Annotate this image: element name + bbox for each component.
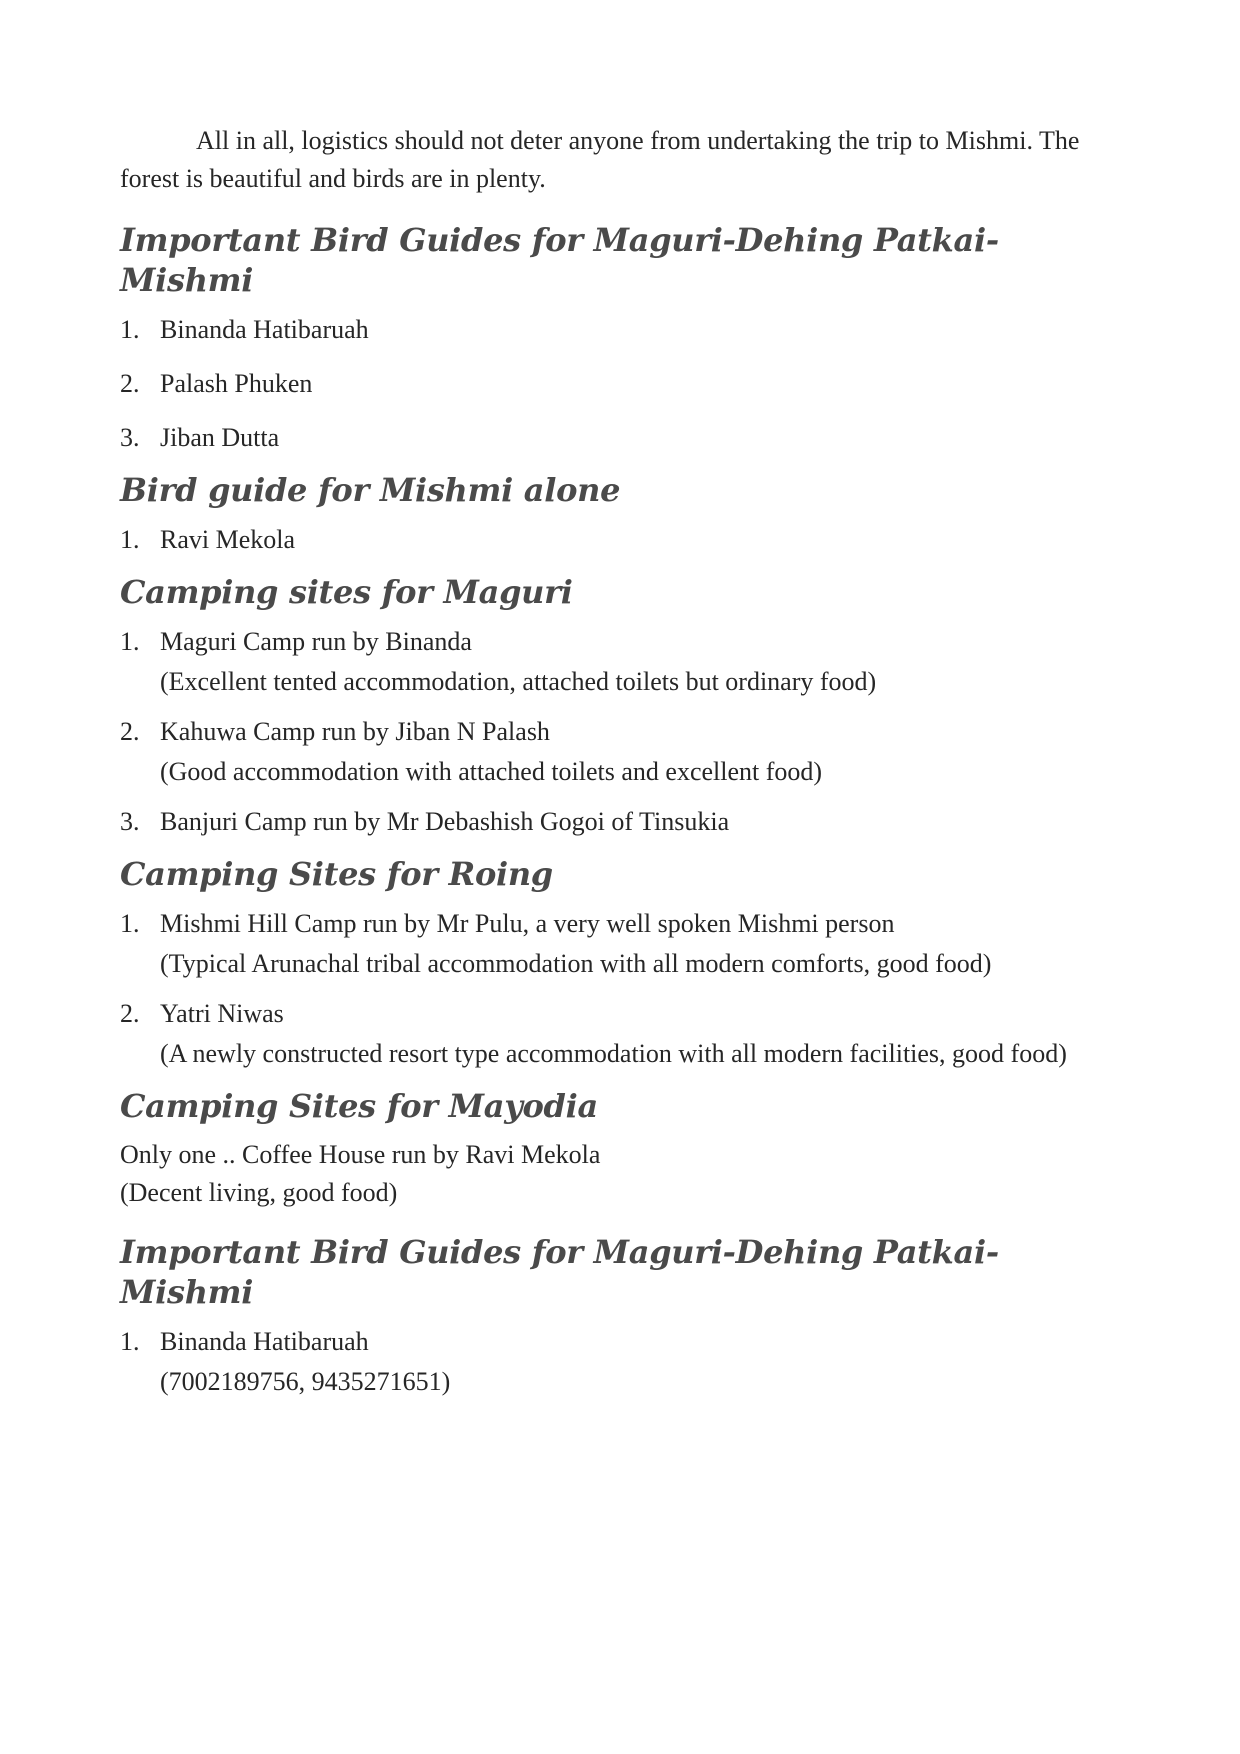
section-heading-camping-roing: Camping Sites for Roing <box>120 855 553 893</box>
mishmi-guide-list <box>120 520 1120 560</box>
list-item: 2. Kahuwa Camp run by Jiban N Palash (Good accommodation with attached toilets and excellent food) <box>120 717 823 786</box>
section-heading-camping-mayodia: Camping Sites for Mayodia <box>120 1087 598 1125</box>
bird-guides-list <box>120 310 1120 458</box>
section-heading-mishmi-guide: Bird guide for Mishmi alone <box>120 471 621 509</box>
camping-maguri-list <box>120 622 1120 842</box>
intro-paragraph: All in all, logistics should not deter anyone from undertaking the trip to Mishmi. The forest is beautiful and birds are in plenty. <box>120 126 1080 193</box>
section-heading-camping-maguri: Camping sites for Maguri <box>120 573 573 611</box>
bird-guides-contact-list <box>120 1322 1120 1402</box>
section-heading-bird-guides: Important Bird Guides for Maguri-Dehing Patkai-Mishmi <box>120 221 999 299</box>
list-item: 2. Yatri Niwas (A newly constructed resort type accommodation with all modern facilities, good food) <box>120 999 1067 1068</box>
list-item: 1. Maguri Camp run by Binanda (Excellent tented accommodation, attached toilets but ordinary food) <box>120 627 877 696</box>
list-item: 1. Binanda Hatibaruah <box>120 315 369 344</box>
list-item: 1. Mishmi Hill Camp run by Mr Pulu, a very well spoken Mishmi person (Typical Arunachal tribal accommodation with all modern comforts, good food) <box>120 909 992 978</box>
list-item: 1. Binanda Hatibaruah (7002189756, 9435271651) <box>120 1327 451 1396</box>
list-item: 3. Jiban Dutta <box>120 423 280 452</box>
document-page <box>120 122 1120 1402</box>
list-item: 3. Banjuri Camp run by Mr Debashish Gogoi of Tinsukia <box>120 807 730 836</box>
camping-roing-list <box>120 904 1120 1074</box>
section-heading-bird-guides-contacts: Important Bird Guides for Maguri-Dehing Patkai-Mishmi <box>120 1233 999 1311</box>
list-item: 2. Palash Phuken <box>120 369 313 398</box>
mayodia-paragraph: Only one .. Coffee House run by Ravi Mekola (Decent living, good food) <box>120 1140 601 1207</box>
list-item: 1. Ravi Mekola <box>120 525 296 554</box>
